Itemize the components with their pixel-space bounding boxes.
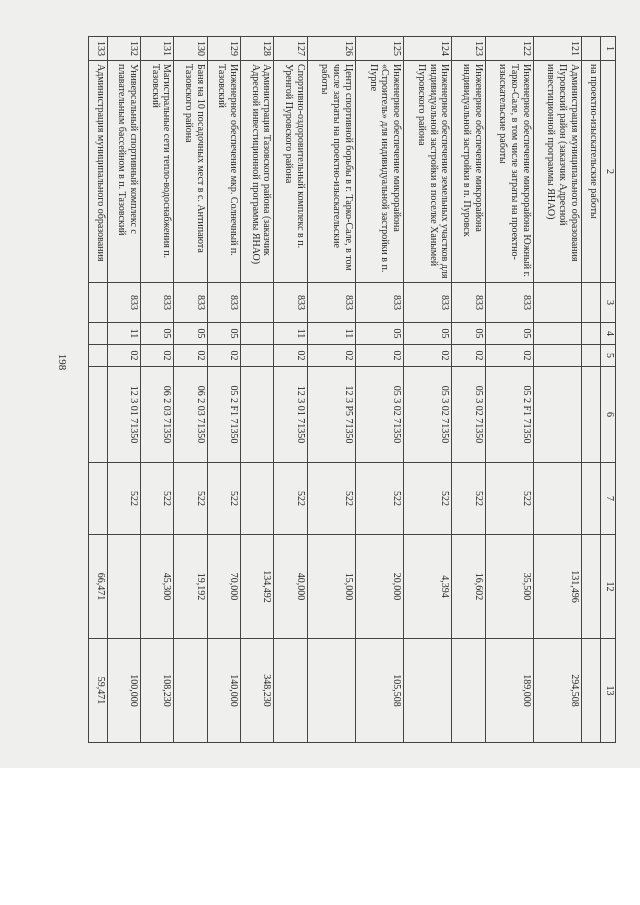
table-row [533, 37, 581, 743]
cell-col-13: 189,000 [485, 639, 533, 743]
cell-num: 124 [404, 37, 452, 61]
cell-col-3 [241, 283, 274, 323]
cell-col-4 [241, 323, 274, 345]
cell-num: 126 [307, 37, 355, 61]
cell-col-3: 833 [404, 283, 452, 323]
cell-col-12: 20,000 [356, 535, 404, 639]
cell-col-5: 02 [307, 345, 355, 367]
table-row [89, 37, 108, 743]
rotated-table-wrapper [88, 36, 616, 742]
cell-col-4: 11 [307, 323, 355, 345]
cell-name: Администрация муниципального образования [89, 61, 108, 283]
cell-col-5: 02 [207, 345, 240, 367]
cell-name: Инженерное обеспечение земельных участков для индивидуальной застройки в поселке Ханымей Пуровского района [404, 61, 452, 283]
table-row [107, 37, 140, 743]
cell-col-13: 108,230 [141, 639, 174, 743]
cell-col-5 [89, 345, 108, 367]
cell-col-3: 833 [307, 283, 355, 323]
header-col-1: 1 [601, 37, 616, 61]
header-row [601, 37, 616, 743]
cell-name: Спортивно-оздоровительный комплекс в п. Уренгой Пуровского района [274, 61, 307, 283]
cell-col-4: 05 [174, 323, 207, 345]
cell-col-6: 12 3 01 71350 [107, 367, 140, 463]
cell-col-6 [89, 367, 108, 463]
cell-name: Баня на 10 посадочных мест в с. Антипаюта Тазовского района [174, 61, 207, 283]
table-row [452, 37, 485, 743]
cell-col-13 [174, 639, 207, 743]
table-row [141, 37, 174, 743]
cell-col-13 [274, 639, 307, 743]
cell-col-12 [107, 535, 140, 639]
cell-col-12: 15,000 [307, 535, 355, 639]
cell-col-6 [533, 367, 581, 463]
cell-col-7: 522 [174, 463, 207, 535]
cell-col-7: 522 [141, 463, 174, 535]
cell-col-7: 522 [107, 463, 140, 535]
cell-col-3: 833 [485, 283, 533, 323]
table-body [89, 37, 601, 743]
cell-col-12: 40,000 [274, 535, 307, 639]
cell-col-3: 833 [174, 283, 207, 323]
cell-num: 130 [174, 37, 207, 61]
cell-col-5: 02 [485, 345, 533, 367]
cell-col-4: 05 [356, 323, 404, 345]
cell-col-13: 294,508 [533, 639, 581, 743]
cell-num: 131 [141, 37, 174, 61]
cell-col-7: 522 [274, 463, 307, 535]
cell-col-13: 100,000 [107, 639, 140, 743]
cell-num: 129 [207, 37, 240, 61]
cell-empty [582, 463, 601, 535]
cell-col-3: 833 [274, 283, 307, 323]
cell-col-13 [404, 639, 452, 743]
cell-col-6: 12 3 01 71350 [274, 367, 307, 463]
table-row [404, 37, 452, 743]
cell-col-7: 522 [404, 463, 452, 535]
budget-table [88, 36, 616, 743]
cell-col-12: 45,300 [141, 535, 174, 639]
cell-col-5: 02 [404, 345, 452, 367]
cell-col-5: 02 [452, 345, 485, 367]
cell-num: 132 [107, 37, 140, 61]
cell-col-4: 05 [207, 323, 240, 345]
cell-empty [582, 323, 601, 345]
cell-col-5 [533, 345, 581, 367]
header-col-13: 13 [601, 639, 616, 743]
cell-col-3: 833 [207, 283, 240, 323]
cell-col-4: 11 [107, 323, 140, 345]
budget-table-holder [88, 36, 616, 742]
cell-col-7 [241, 463, 274, 535]
cell-num: 133 [89, 37, 108, 61]
cell-name: Инженерное обеспечение мкр. Солнечный п. Тазовский [207, 61, 240, 283]
cell-name: на проектно-изыскательские работы [582, 61, 601, 283]
cell-col-3: 833 [141, 283, 174, 323]
cell-col-4: 05 [141, 323, 174, 345]
cell-col-5: 02 [356, 345, 404, 367]
cell-num [582, 37, 601, 61]
cell-col-13 [452, 639, 485, 743]
cell-empty [582, 535, 601, 639]
cell-name: Инженерное обеспечение микрорайона Южный г. Тарко-Сале, в том числе затраты на проектно-изыскательские работы [485, 61, 533, 283]
cell-col-7: 522 [356, 463, 404, 535]
cell-col-13: 348,230 [241, 639, 274, 743]
cell-name: Администрация Тазовского района (заказчик Адресной инвестиционной программы ЯНАО) [241, 61, 274, 283]
cell-empty [582, 345, 601, 367]
cell-name: Магистральные сети тепло-водоснабжения п. Тазовский [141, 61, 174, 283]
cell-col-4: 05 [452, 323, 485, 345]
cell-col-3 [533, 283, 581, 323]
cell-col-5: 02 [274, 345, 307, 367]
cell-name: Центр спортивной борьбы в г. Тарко-Сале, в том числе затраты на проектно-изыскательские работы [307, 61, 355, 283]
header-col-6: 6 [601, 367, 616, 463]
header-col-4: 4 [601, 323, 616, 345]
cell-col-3: 833 [107, 283, 140, 323]
cell-col-6: 12 3 P5 71350 [307, 367, 355, 463]
cell-col-7: 522 [307, 463, 355, 535]
cell-col-12: 4,394 [404, 535, 452, 639]
cell-num: 128 [241, 37, 274, 61]
cell-col-6: 05 3 02 71350 [404, 367, 452, 463]
cell-name: Администрация муниципального образования Пуровский район (заказчик Адресной инвестиционной программы ЯНАО) [533, 61, 581, 283]
table-row [307, 37, 355, 743]
cell-num: 121 [533, 37, 581, 61]
cell-col-4: 05 [485, 323, 533, 345]
cell-col-6: 06 2 03 71350 [174, 367, 207, 463]
cell-num: 125 [356, 37, 404, 61]
cell-col-7: 522 [452, 463, 485, 535]
header-col-12: 12 [601, 535, 616, 639]
cell-col-12: 70,000 [207, 535, 240, 639]
cell-name: Инженерное обеспечение микрорайона «Строитель» для индивидуальной застройки в п. Пурпе [356, 61, 404, 283]
cell-empty [582, 367, 601, 463]
table-row [485, 37, 533, 743]
cell-num: 122 [485, 37, 533, 61]
cell-col-7 [533, 463, 581, 535]
header-col-7: 7 [601, 463, 616, 535]
cell-col-6: 05 3 02 71350 [452, 367, 485, 463]
table-row [356, 37, 404, 743]
cell-col-4: 11 [274, 323, 307, 345]
cell-col-6: 05 2 F1 71350 [485, 367, 533, 463]
header-col-5: 5 [601, 345, 616, 367]
cell-col-6: 05 3 02 71350 [356, 367, 404, 463]
header-col-2: 2 [601, 61, 616, 283]
table-row [207, 37, 240, 743]
cell-col-12: 19,192 [174, 535, 207, 639]
cell-col-12: 134,492 [241, 535, 274, 639]
cell-col-13 [307, 639, 355, 743]
cell-col-6 [241, 367, 274, 463]
table-row [241, 37, 274, 743]
continuation-row [582, 37, 601, 743]
header-col-3: 3 [601, 283, 616, 323]
cell-col-3 [89, 283, 108, 323]
cell-empty [582, 283, 601, 323]
cell-col-6: 06 2 03 71350 [141, 367, 174, 463]
cell-name: Универсальный спортивный комплекс с плавательным бассейном в п. Тазовский [107, 61, 140, 283]
cell-col-12: 35,500 [485, 535, 533, 639]
cell-col-5: 02 [141, 345, 174, 367]
cell-col-4 [89, 323, 108, 345]
cell-col-3: 833 [356, 283, 404, 323]
cell-num: 123 [452, 37, 485, 61]
cell-num: 127 [274, 37, 307, 61]
cell-col-12: 66,471 [89, 535, 108, 639]
cell-col-13: 105,508 [356, 639, 404, 743]
cell-col-12: 131,496 [533, 535, 581, 639]
cell-col-6: 05 2 F1 71350 [207, 367, 240, 463]
table-row [274, 37, 307, 743]
page-number: 198 [56, 353, 68, 371]
cell-col-7 [89, 463, 108, 535]
cell-col-12: 16,602 [452, 535, 485, 639]
cell-col-3: 833 [452, 283, 485, 323]
cell-col-13: 59,471 [89, 639, 108, 743]
table-row [174, 37, 207, 743]
cell-col-7: 522 [485, 463, 533, 535]
cell-col-5: 02 [107, 345, 140, 367]
cell-col-4 [533, 323, 581, 345]
cell-col-5: 02 [174, 345, 207, 367]
cell-empty [582, 639, 601, 743]
cell-col-7: 522 [207, 463, 240, 535]
cell-name: Инженерное обеспечение микрорайона индивидуальной застройки в п. Пуровск [452, 61, 485, 283]
cell-col-5 [241, 345, 274, 367]
cell-col-13: 140,000 [207, 639, 240, 743]
cell-col-4: 05 [404, 323, 452, 345]
